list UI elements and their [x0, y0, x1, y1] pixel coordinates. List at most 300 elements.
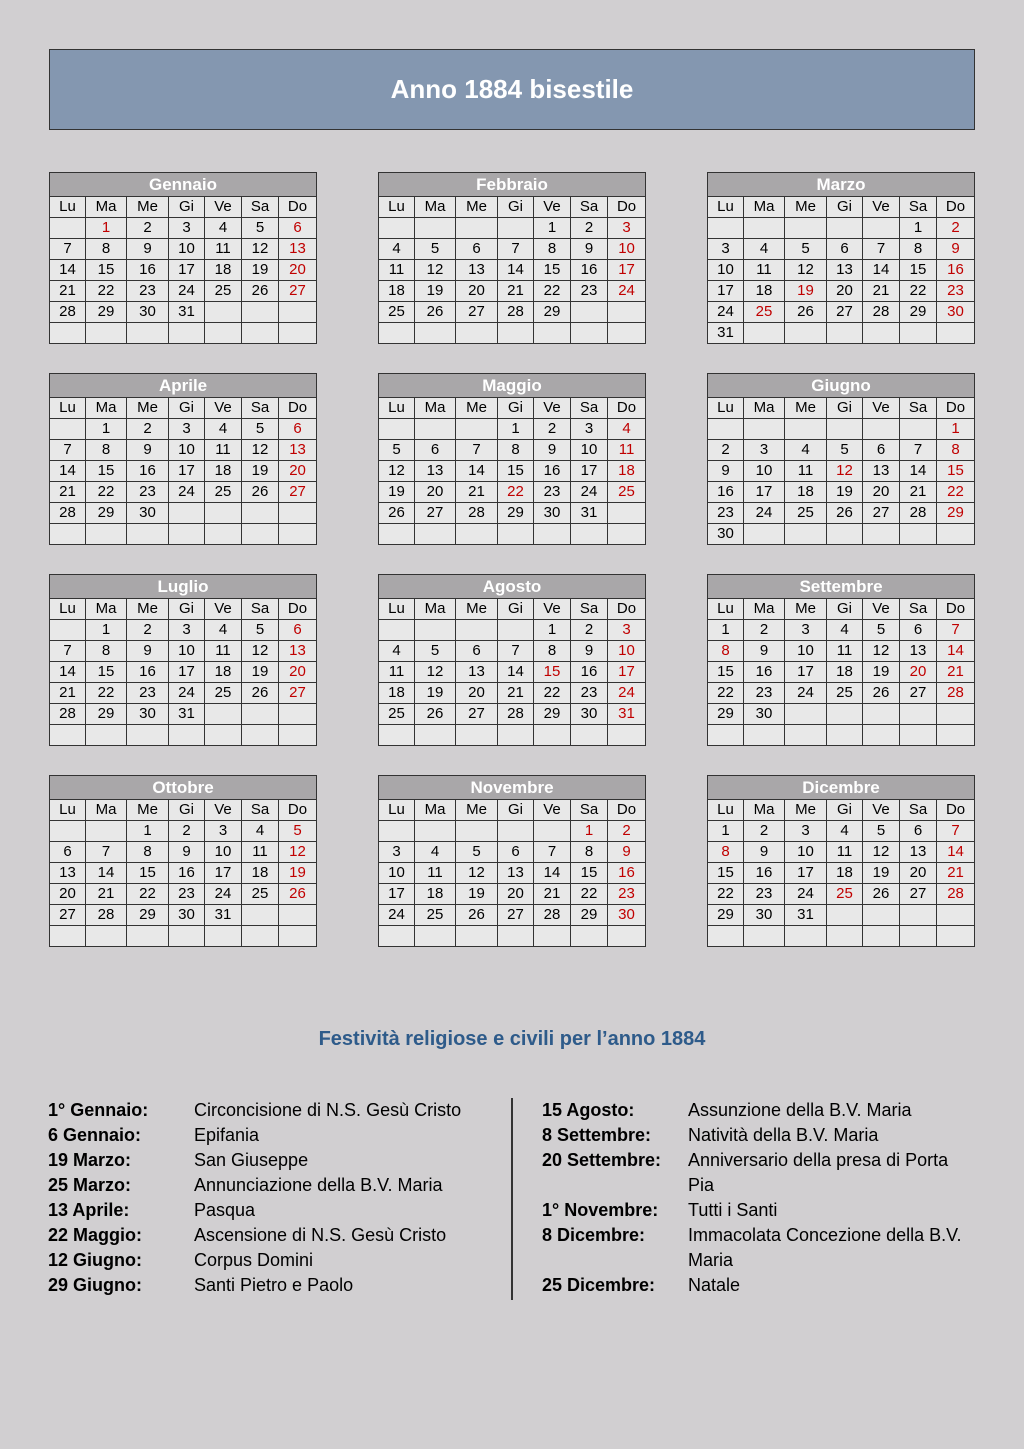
day-cell: 17	[785, 863, 827, 884]
day-cell: 14	[900, 461, 937, 482]
empty-cell	[127, 524, 169, 545]
day-cell: 15	[86, 662, 127, 683]
day-cell: 10	[571, 440, 608, 461]
holidays-left-list	[48, 1098, 484, 1298]
page-title: Anno 1884 bisestile	[49, 49, 975, 130]
day-cell: 9	[937, 239, 975, 260]
holiday-name: Circoncisione di N.S. Gesù Cristo	[194, 1100, 462, 1120]
holiday-date: 15 Agosto:	[542, 1100, 635, 1120]
day-cell: 12	[456, 863, 498, 884]
day-cell: 26	[242, 281, 279, 302]
holiday-row	[48, 1223, 484, 1248]
day-cell: 30	[744, 704, 785, 725]
day-cell: 4	[242, 821, 279, 842]
holiday-name: Annunciazione della B.V. Maria	[194, 1175, 443, 1195]
day-cell: 9	[744, 641, 785, 662]
day-cell: 7	[498, 641, 534, 662]
day-cell: 5	[863, 821, 900, 842]
day-cell: 18	[827, 662, 863, 683]
day-cell: 23	[127, 482, 169, 503]
empty-cell	[708, 926, 744, 947]
weekday-label: Ve	[534, 398, 571, 419]
empty-cell	[86, 725, 127, 746]
day-cell: 3	[785, 821, 827, 842]
day-cell: 17	[169, 662, 205, 683]
holiday-date: 22 Maggio:	[48, 1225, 143, 1245]
day-cell: 28	[498, 302, 534, 323]
holiday-row	[48, 1273, 484, 1298]
day-cell: 29	[708, 704, 744, 725]
day-cell: 29	[86, 704, 127, 725]
weekday-label: Gi	[827, 197, 863, 218]
day-cell: 28	[937, 884, 975, 905]
day-cell: 26	[785, 302, 827, 323]
day-cell: 4	[785, 440, 827, 461]
day-cell: 21	[456, 482, 498, 503]
empty-cell	[498, 620, 534, 641]
day-cell: 25	[827, 683, 863, 704]
month-ottobre	[49, 775, 317, 947]
empty-cell	[379, 725, 415, 746]
weekday-label: Gi	[498, 599, 534, 620]
day-cell: 5	[785, 239, 827, 260]
day-cell: 28	[863, 302, 900, 323]
empty-cell	[127, 323, 169, 344]
day-cell: 18	[608, 461, 646, 482]
day-cell: 5	[242, 620, 279, 641]
day-cell: 18	[827, 863, 863, 884]
empty-cell	[608, 926, 646, 947]
day-cell: 30	[608, 905, 646, 926]
day-cell: 24	[571, 482, 608, 503]
day-cell: 21	[900, 482, 937, 503]
day-cell: 17	[608, 260, 646, 281]
month-maggio	[378, 373, 646, 545]
weekday-label: Do	[608, 800, 646, 821]
day-cell: 5	[379, 440, 415, 461]
day-cell: 3	[708, 239, 744, 260]
empty-cell	[785, 218, 827, 239]
day-cell: 1	[900, 218, 937, 239]
empty-cell	[785, 926, 827, 947]
day-cell: 17	[744, 482, 785, 503]
empty-cell	[127, 926, 169, 947]
empty-cell	[744, 926, 785, 947]
day-cell: 16	[127, 662, 169, 683]
day-cell: 22	[937, 482, 975, 503]
day-cell: 1	[86, 419, 127, 440]
empty-cell	[169, 524, 205, 545]
day-cell: 19	[279, 863, 317, 884]
day-cell: 4	[205, 218, 242, 239]
day-cell: 2	[571, 620, 608, 641]
day-cell: 14	[50, 260, 86, 281]
day-cell: 15	[86, 461, 127, 482]
day-cell: 12	[415, 260, 456, 281]
day-cell: 17	[169, 461, 205, 482]
empty-cell	[863, 218, 900, 239]
day-cell: 17	[379, 884, 415, 905]
day-cell: 16	[744, 662, 785, 683]
day-cell: 7	[50, 641, 86, 662]
month-name: Maggio	[379, 374, 646, 398]
weekday-label: Do	[608, 398, 646, 419]
holidays-title: Festività religiose e civili per l’anno 1884	[318, 1028, 706, 1050]
empty-cell	[86, 524, 127, 545]
day-cell: 29	[534, 704, 571, 725]
day-cell: 1	[571, 821, 608, 842]
weekday-label: Sa	[242, 398, 279, 419]
day-cell: 25	[744, 302, 785, 323]
day-cell: 22	[708, 683, 744, 704]
day-cell: 6	[279, 218, 317, 239]
weekday-label: Gi	[498, 197, 534, 218]
weekday-label: Gi	[827, 800, 863, 821]
day-cell: 9	[534, 440, 571, 461]
holiday-row	[48, 1198, 484, 1223]
empty-cell	[827, 524, 863, 545]
empty-cell	[456, 821, 498, 842]
day-cell: 1	[86, 620, 127, 641]
day-cell: 9	[744, 842, 785, 863]
day-cell: 12	[415, 662, 456, 683]
day-cell: 5	[242, 419, 279, 440]
day-cell: 15	[571, 863, 608, 884]
day-cell: 11	[379, 260, 415, 281]
day-cell: 15	[127, 863, 169, 884]
holiday-row	[48, 1123, 484, 1148]
day-cell: 16	[708, 482, 744, 503]
day-cell: 18	[379, 683, 415, 704]
day-cell: 16	[169, 863, 205, 884]
day-cell: 4	[827, 620, 863, 641]
day-cell: 8	[571, 842, 608, 863]
empty-cell	[708, 725, 744, 746]
weekday-label: Ve	[205, 197, 242, 218]
empty-cell	[937, 926, 975, 947]
weekday-label: Me	[127, 398, 169, 419]
empty-cell	[608, 725, 646, 746]
weekday-label: Do	[608, 599, 646, 620]
weekday-label: Lu	[50, 800, 86, 821]
day-cell: 8	[86, 239, 127, 260]
day-cell: 27	[498, 905, 534, 926]
weekday-label: Me	[127, 599, 169, 620]
holiday-date: 1° Novembre:	[542, 1200, 659, 1220]
day-cell: 15	[937, 461, 975, 482]
day-cell: 8	[937, 440, 975, 461]
day-cell: 6	[827, 239, 863, 260]
day-cell: 24	[169, 482, 205, 503]
empty-cell	[279, 323, 317, 344]
day-cell: 9	[571, 239, 608, 260]
day-cell: 13	[863, 461, 900, 482]
weekday-label: Sa	[242, 197, 279, 218]
day-cell: 14	[86, 863, 127, 884]
empty-cell	[900, 323, 937, 344]
day-cell: 21	[498, 281, 534, 302]
day-cell: 22	[571, 884, 608, 905]
empty-cell	[785, 524, 827, 545]
day-cell: 24	[205, 884, 242, 905]
empty-cell	[534, 821, 571, 842]
day-cell: 7	[900, 440, 937, 461]
day-cell: 11	[415, 863, 456, 884]
empty-cell	[863, 323, 900, 344]
weekday-label: Ma	[744, 398, 785, 419]
day-cell: 6	[456, 641, 498, 662]
empty-cell	[785, 704, 827, 725]
empty-cell	[785, 725, 827, 746]
empty-cell	[456, 323, 498, 344]
weekday-label: Do	[279, 398, 317, 419]
weekday-label: Do	[279, 197, 317, 218]
weekday-label: Ve	[205, 398, 242, 419]
day-cell: 21	[50, 281, 86, 302]
day-cell: 7	[534, 842, 571, 863]
holiday-date: 25 Dicembre:	[542, 1275, 656, 1295]
holiday-row	[542, 1198, 978, 1223]
holidays-divider	[511, 1098, 513, 1300]
day-cell: 30	[169, 905, 205, 926]
month-name: Agosto	[379, 575, 646, 599]
day-cell: 25	[205, 683, 242, 704]
empty-cell	[608, 302, 646, 323]
weekday-label: Gi	[827, 398, 863, 419]
day-cell: 1	[708, 821, 744, 842]
day-cell: 13	[900, 842, 937, 863]
weekday-label: Lu	[379, 599, 415, 620]
day-cell: 28	[50, 503, 86, 524]
day-cell: 27	[279, 281, 317, 302]
day-cell: 29	[86, 503, 127, 524]
weekday-label: Do	[937, 398, 975, 419]
day-cell: 27	[456, 302, 498, 323]
day-cell: 20	[900, 863, 937, 884]
month-name: Ottobre	[50, 776, 317, 800]
empty-cell	[415, 524, 456, 545]
day-cell: 22	[534, 281, 571, 302]
empty-cell	[127, 725, 169, 746]
day-cell: 1	[127, 821, 169, 842]
day-cell: 10	[608, 641, 646, 662]
weekday-label: Ma	[744, 800, 785, 821]
day-cell: 13	[279, 641, 317, 662]
day-cell: 26	[379, 503, 415, 524]
day-cell: 10	[169, 239, 205, 260]
empty-cell	[608, 323, 646, 344]
day-cell: 2	[127, 419, 169, 440]
day-cell: 21	[498, 683, 534, 704]
day-cell: 31	[205, 905, 242, 926]
day-cell: 28	[86, 905, 127, 926]
day-cell: 20	[456, 683, 498, 704]
day-cell: 14	[456, 461, 498, 482]
day-cell: 6	[900, 620, 937, 641]
weekday-label: Ve	[863, 599, 900, 620]
empty-cell	[456, 419, 498, 440]
day-cell: 7	[863, 239, 900, 260]
holiday-row	[48, 1148, 484, 1173]
day-cell: 14	[498, 260, 534, 281]
holiday-row	[48, 1173, 484, 1198]
day-cell: 15	[498, 461, 534, 482]
day-cell: 9	[127, 239, 169, 260]
day-cell: 25	[379, 302, 415, 323]
month-name: Gennaio	[50, 173, 317, 197]
day-cell: 22	[900, 281, 937, 302]
weekday-label: Lu	[708, 599, 744, 620]
empty-cell	[415, 725, 456, 746]
day-cell: 17	[608, 662, 646, 683]
empty-cell	[498, 725, 534, 746]
holiday-name: Santi Pietro e Paolo	[194, 1275, 354, 1295]
weekday-label: Ma	[744, 599, 785, 620]
month-marzo	[707, 172, 975, 344]
empty-cell	[534, 524, 571, 545]
day-cell: 31	[708, 323, 744, 344]
empty-cell	[279, 725, 317, 746]
day-cell: 10	[169, 440, 205, 461]
holiday-name: Natività della B.V. Maria	[688, 1125, 879, 1145]
day-cell: 7	[50, 239, 86, 260]
empty-cell	[205, 503, 242, 524]
weekday-label: Gi	[498, 398, 534, 419]
day-cell: 24	[608, 683, 646, 704]
day-cell: 15	[534, 260, 571, 281]
weekday-label: Ma	[86, 197, 127, 218]
empty-cell	[571, 725, 608, 746]
weekday-label: Ma	[86, 398, 127, 419]
day-cell: 24	[169, 683, 205, 704]
empty-cell	[415, 926, 456, 947]
weekday-label: Ve	[205, 599, 242, 620]
day-cell: 12	[827, 461, 863, 482]
day-cell: 30	[937, 302, 975, 323]
day-cell: 5	[242, 218, 279, 239]
day-cell: 4	[205, 620, 242, 641]
day-cell: 25	[205, 482, 242, 503]
holiday-row	[542, 1123, 978, 1148]
holiday-date: 12 Giugno:	[48, 1250, 142, 1270]
day-cell: 7	[456, 440, 498, 461]
day-cell: 12	[785, 260, 827, 281]
day-cell: 26	[279, 884, 317, 905]
day-cell: 6	[498, 842, 534, 863]
empty-cell	[50, 323, 86, 344]
day-cell: 16	[744, 863, 785, 884]
weekday-label: Me	[456, 800, 498, 821]
month-name: Luglio	[50, 575, 317, 599]
day-cell: 18	[744, 281, 785, 302]
empty-cell	[863, 704, 900, 725]
day-cell: 16	[127, 461, 169, 482]
day-cell: 20	[900, 662, 937, 683]
empty-cell	[205, 725, 242, 746]
day-cell: 7	[50, 440, 86, 461]
weekday-label: Gi	[498, 800, 534, 821]
day-cell: 16	[571, 662, 608, 683]
day-cell: 5	[827, 440, 863, 461]
day-cell: 7	[937, 620, 975, 641]
day-cell: 30	[534, 503, 571, 524]
day-cell: 17	[169, 260, 205, 281]
weekday-label: Gi	[169, 197, 205, 218]
day-cell: 31	[571, 503, 608, 524]
day-cell: 18	[205, 260, 242, 281]
day-cell: 16	[127, 260, 169, 281]
day-cell: 13	[498, 863, 534, 884]
day-cell: 2	[127, 218, 169, 239]
weekday-label: Lu	[50, 398, 86, 419]
day-cell: 8	[86, 440, 127, 461]
empty-cell	[86, 926, 127, 947]
empty-cell	[50, 524, 86, 545]
day-cell: 28	[50, 704, 86, 725]
empty-cell	[571, 302, 608, 323]
day-cell: 24	[169, 281, 205, 302]
day-cell: 11	[205, 440, 242, 461]
day-cell: 9	[708, 461, 744, 482]
day-cell: 23	[571, 683, 608, 704]
day-cell: 30	[571, 704, 608, 725]
day-cell: 19	[456, 884, 498, 905]
day-cell: 1	[86, 218, 127, 239]
day-cell: 20	[456, 281, 498, 302]
empty-cell	[708, 419, 744, 440]
day-cell: 24	[744, 503, 785, 524]
day-cell: 2	[744, 620, 785, 641]
empty-cell	[242, 704, 279, 725]
empty-cell	[415, 323, 456, 344]
day-cell: 3	[205, 821, 242, 842]
day-cell: 22	[86, 683, 127, 704]
weekday-label: Sa	[571, 800, 608, 821]
holiday-name: Anniversario della presa di Porta Pia	[688, 1150, 949, 1195]
day-cell: 11	[744, 260, 785, 281]
day-cell: 8	[708, 641, 744, 662]
month-febbraio	[378, 172, 646, 344]
day-cell: 25	[415, 905, 456, 926]
day-cell: 23	[744, 683, 785, 704]
day-cell: 24	[785, 884, 827, 905]
day-cell: 18	[379, 281, 415, 302]
day-cell: 28	[937, 683, 975, 704]
day-cell: 8	[900, 239, 937, 260]
weekday-label: Lu	[50, 599, 86, 620]
day-cell: 3	[379, 842, 415, 863]
empty-cell	[827, 725, 863, 746]
day-cell: 23	[127, 281, 169, 302]
day-cell: 29	[86, 302, 127, 323]
empty-cell	[937, 725, 975, 746]
weekday-label: Ve	[534, 599, 571, 620]
weekday-label: Me	[127, 197, 169, 218]
holiday-date: 6 Gennaio:	[48, 1125, 142, 1145]
day-cell: 10	[379, 863, 415, 884]
day-cell: 15	[708, 863, 744, 884]
holiday-row	[48, 1248, 484, 1273]
empty-cell	[608, 503, 646, 524]
day-cell: 21	[50, 482, 86, 503]
day-cell: 23	[937, 281, 975, 302]
empty-cell	[571, 524, 608, 545]
holiday-name: Assunzione della B.V. Maria	[688, 1100, 912, 1120]
day-cell: 27	[279, 482, 317, 503]
day-cell: 30	[744, 905, 785, 926]
day-cell: 10	[608, 239, 646, 260]
empty-cell	[242, 302, 279, 323]
